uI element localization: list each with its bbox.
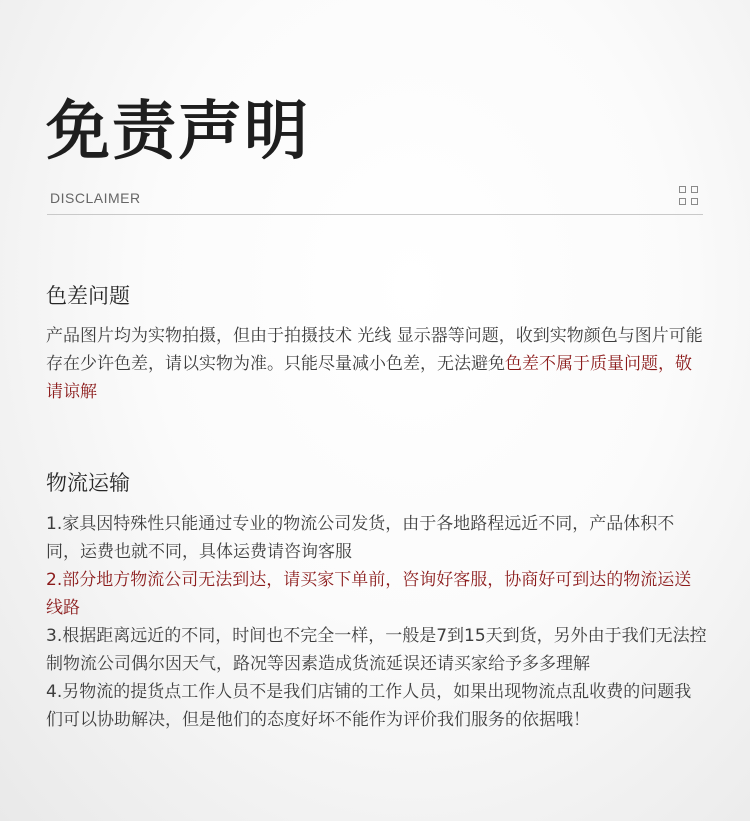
color-difference-highlight: 色差不属于质量问题，敬请谅解 (46, 354, 692, 402)
logistics-item-3: 3.根据距离远近的不同，时间也不完全一样，一般是7到15天到货，另外由于我们无法控制物流公司偶尔因天气，路况等因素造成货流延误还请买家给予多多理解 (46, 626, 707, 674)
color-difference-paragraph (46, 322, 708, 406)
color-difference-text: 产品图片均为实物拍摄，但由于拍摄技术 光线 显示器等问题，收到实物颜色与图片可能存在少许色差，请以实物为准。只能尽量减小色差，无法避免 (46, 326, 703, 374)
logistics-item-4: 4.另物流的提货点工作人员不是我们店铺的工作人员，如果出现物流点乱收费的问题我们可以协助解决，但是他们的态度好坏不能作为评价我们服务的依据哦！ (46, 682, 692, 730)
section-heading-color-difference: 色差问题 (46, 284, 130, 308)
page-title: 免责声明 (46, 95, 310, 169)
logistics-item-1: 1.家具因特殊性只能通过专业的物流公司发货，由于各地路程远近不同，产品体积不同，运费也就不同，具体运费请咨询客服 (46, 514, 675, 562)
header-divider (47, 214, 703, 215)
logistics-item-2: 2.部分地方物流公司无法到达，请买家下单前，咨询好客服，协商好可到达的物流运送线路 (46, 570, 692, 618)
page-subtitle: DISCLAIMER (50, 190, 141, 206)
logistics-list (46, 510, 708, 734)
section-heading-logistics: 物流运输 (46, 471, 130, 495)
grid-icon (679, 186, 701, 208)
